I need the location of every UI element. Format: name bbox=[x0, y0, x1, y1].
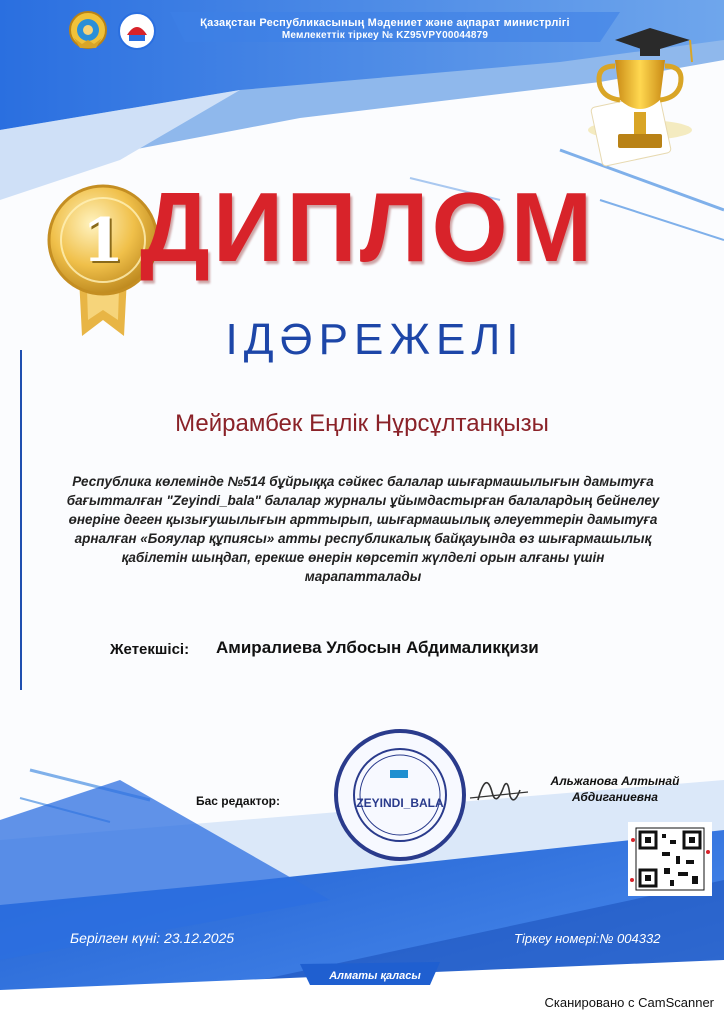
stamp-center-text: ZEYINDI_BALA bbox=[356, 796, 444, 810]
editor-patronymic: Абдиганиевна bbox=[572, 790, 658, 804]
editor-name: Альжанова Алтынай bbox=[550, 774, 680, 788]
diploma-title: ДИПЛОМ bbox=[140, 172, 596, 282]
award-line: арналған «Бояулар құпиясы» атты республикалық байқауында өз шығармашылық bbox=[74, 531, 652, 546]
state-registration: Мемлекеттік тіркеу № KZ95VPY00044879 bbox=[281, 30, 489, 41]
registration-number: Тіркеу номері:№ 004332 bbox=[514, 931, 661, 946]
award-line: марапатталады bbox=[304, 569, 422, 584]
award-line: өнеріне деген қызығушылығын арттырып, шығармашылық әлеуеттерін дамытуға bbox=[68, 512, 658, 527]
stamp-seal-icon bbox=[336, 731, 464, 859]
medal-number: 1 bbox=[82, 206, 124, 276]
city-label: Алматы қаласы bbox=[329, 970, 421, 982]
recipient-name: Мейрамбек Еңлік Нұрсұлтанқызы bbox=[175, 410, 549, 437]
award-line: қабілетін шыңдап, ерекше өнерін көрсетіп жүлделі орын алғаны үшін bbox=[121, 550, 605, 565]
award-description bbox=[58, 472, 668, 586]
editor-label: Бас редактор: bbox=[196, 794, 280, 808]
issue-date: Берілген күні: 23.12.2025 bbox=[70, 930, 235, 946]
supervisor-name: Амиралиева Улбосын Абдималикқизи bbox=[216, 638, 539, 657]
degree-subtitle: ІДӘРЕЖЕЛІ bbox=[225, 315, 525, 364]
award-line: Республика көлемінде №514 бұйрыққа сәйкес балалар шығармашылығын дамытуға bbox=[72, 474, 654, 489]
ministry-title: Қазақстан Республикасының Мәдениет және ақпарат министрлігі bbox=[200, 17, 570, 29]
scanner-watermark: Сканировано с CamScanner bbox=[544, 995, 714, 1010]
kazakhstan-emblem-icon bbox=[68, 10, 108, 50]
award-line: бағытталған "Zeyindi_bala" балалар журналы ұйымдастырған балалардың бейнелеу bbox=[66, 493, 660, 508]
qr-code-icon bbox=[628, 822, 712, 896]
supervisor-label: Жетекшісі: bbox=[110, 641, 190, 658]
